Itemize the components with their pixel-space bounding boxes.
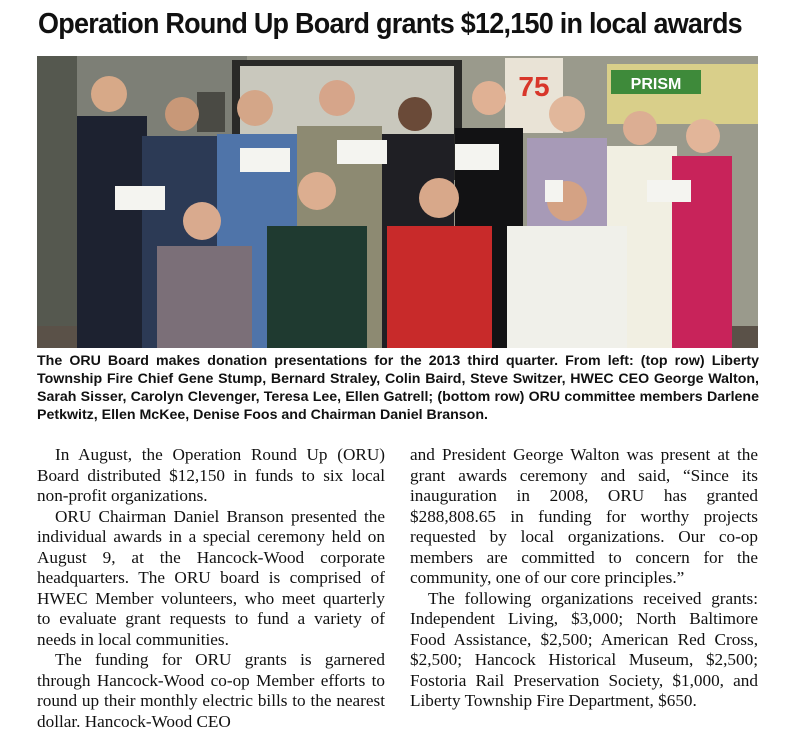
photo-caption: The ORU Board makes donation presentations for the 2013 third quarter. From left: (top row) Liberty Township Fire Chief Gene Stump, Bernard Straley, Colin Baird, Steve Switzer, HWEC CEO George Walton, Sarah Sisser, Carolyn Clevenger, Teresa Lee, Ellen Gatrell; (bottom row) ORU committee members Darlene Petkwitz, Ellen McKee, Denise Foos and Chairman Daniel Branson. — [37, 353, 759, 423]
article-column-right — [410, 445, 758, 712]
svg-text:75: 75 — [518, 71, 550, 102]
article-headline: Operation Round Up Board grants $12,150 in local awards — [38, 8, 742, 40]
paragraph-1: In August, the Operation Round Up (ORU) Board distributed $12,150 in funds to six local non-profit organizations. — [37, 445, 385, 505]
paragraph-2: ORU Chairman Daniel Branson presented the individual awards in a special ceremony held on August 9, at the Hancock-Wood corporate headquarters. The ORU board is comprised of HWEC Member volunteers, who meet quarterly to evaluate grant requests to fund a variety of needs in local communities. — [37, 506, 385, 649]
paragraph-3: The funding for ORU grants is garnered through Hancock-Wood co-op Member efforts to round up their monthly electric bills to the nearest dollar. Hancock-Wood CEO — [37, 650, 385, 731]
article-column-left — [37, 445, 385, 732]
group-photo — [37, 56, 758, 348]
svg-text:PRISM: PRISM — [630, 76, 682, 93]
paragraph-4: and President George Walton was present at the grant awards ceremony and said, “Since its inauguration in 2008, ORU has granted $288,808.65 in funding for worthy projects requested by local organizations. Our co-op members are committed to concern for the community, one of our core principles.” — [410, 445, 758, 587]
paragraph-5: The following organizations received grants: Independent Living, $3,000; North Baltimore Food Assistance, $2,500; American Red Cross, $2,500; Hancock Historical Museum, $2,500; Fostoria Rail Preservation Society, $1,000, and Liberty Township Fire Department, $650. — [410, 588, 758, 710]
